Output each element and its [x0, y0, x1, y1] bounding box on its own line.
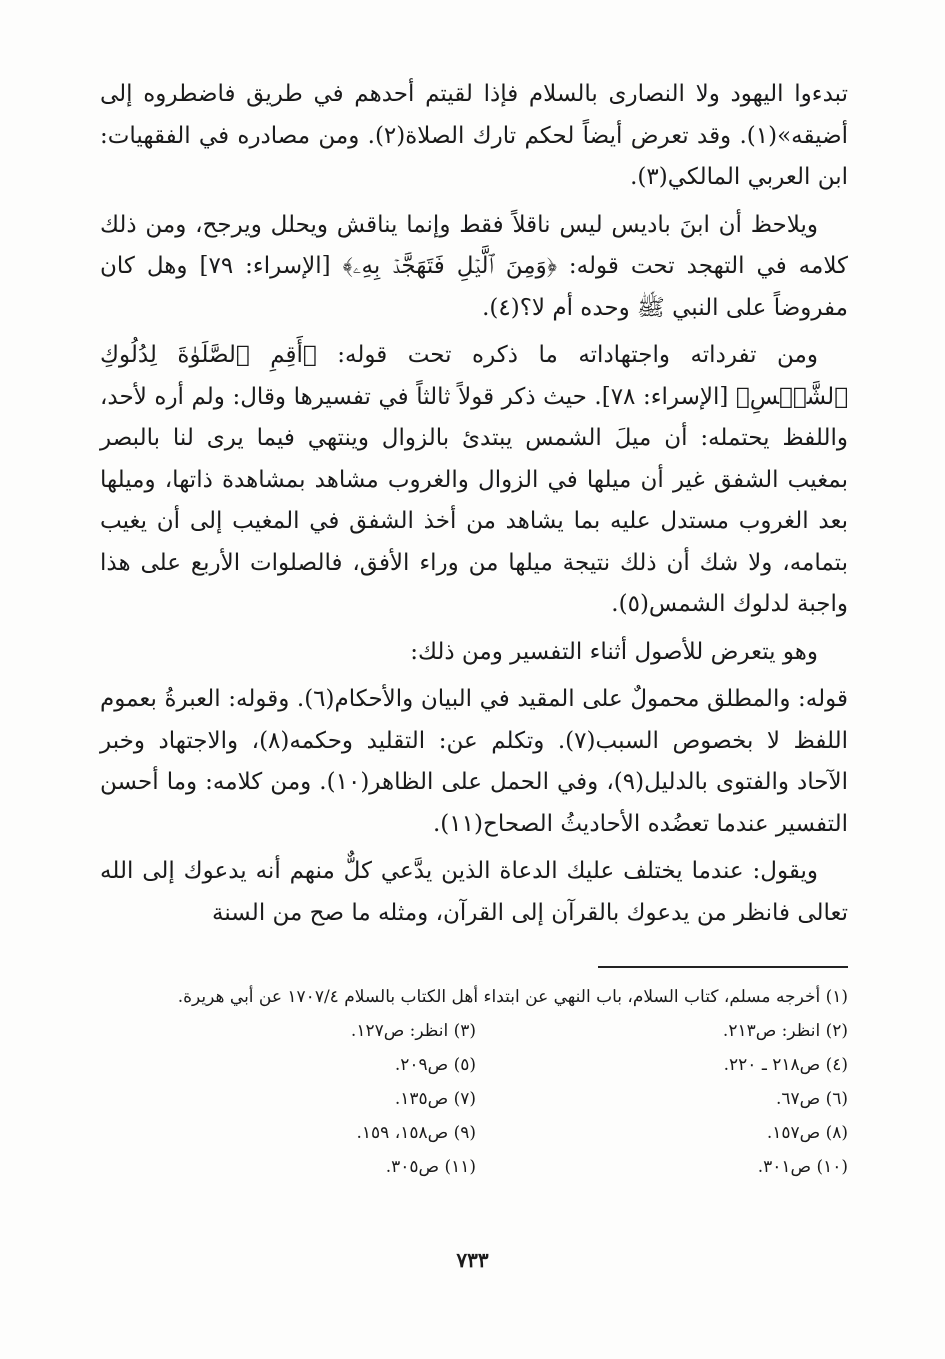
paragraph: تبدءوا اليهود ولا النصارى بالسلام فإذا لقيتم أحدهم في طريق فاضطروه إلى أضيقه»(١). وقد تعرض أيضاً لحكم تارك الصلاة(٢). ومن مصادره في الفقهيات: ابن العربي المالكي(٣). — [100, 81, 848, 190]
footnote: (٧) ص١٣٥. — [394, 1089, 476, 1109]
footnote: (٨) ص١٥٧. — [766, 1123, 848, 1143]
paragraph: ويقول: عندما يختلف عليك الدعاة الذين يدَّعي كلٌّ منهم أنه يدعوك إلى الله تعالى فانظر من يدعوك بالقرآن إلى القرآن، ومثله ما صح من السنة — [100, 858, 848, 926]
footnote: (٦) ص٦٧. — [775, 1089, 848, 1109]
paragraph: ويلاحظ أن ابنَ باديس ليس ناقلاً فقط وإنما يناقش ويحلل ويرجح، ومن ذلك كلامه في التهجد تحت قوله: ﴿وَمِنَ ٱلَّيۡلِ فَتَهَجَّدۡ بِهِۦ﴾ [الإسراء: ٧٩] وهل كان مفروضاً على النبي ﷺ وحده أم لا؟(٤). — [100, 211, 848, 321]
footnote: (٣) انظر: ص١٢٧. — [350, 1021, 476, 1041]
footnote-grid — [100, 1014, 848, 1184]
footnote: (٩) ص١٥٨، ١٥٩. — [356, 1123, 476, 1143]
footnotes — [100, 980, 848, 1184]
footnote: (١٠) ص٣٠١. — [757, 1157, 848, 1177]
paragraph: وهو يتعرض للأصول أثناء التفسير ومن ذلك: — [410, 638, 818, 665]
footnote-separator — [598, 966, 848, 968]
footnote: (٢) انظر: ص٢١٣. — [722, 1021, 848, 1041]
footnote: (١) أخرجه مسلم، كتاب السلام، باب النهي عن ابتداء أهل الكتاب بالسلام ١٧٠٧/٤ عن أبي هريرة. — [177, 987, 848, 1007]
main-text — [100, 74, 848, 940]
footnote: (١١) ص٣٠٥. — [385, 1157, 476, 1177]
paragraph: ومن تفرداته واجتهاداته ما ذكره تحت قوله: ﴿أَقِمِ ٱلصَّلَوٰةَ لِدُلُوكِ ٱلشَّمۡسِ﴾ [الإسراء: ٧٨]. حيث ذكر قولاً ثالثاً في تفسيرها وقال: ولم أره لأحد، واللفظ يحتمله: أن ميلَ الشمس يبتدئ بالزوال وينتهي فيما يرى لنا بالبصر بمغيب الشفق غير أن ميلها في الزوال والغروب مشاهد بمشاهدة ذاتها، وميلها بعد الغروب مستدل عليه بما يشاهد من أخذ الشفق في المغيب إلى أن يغيب بتمامه، ولا شك أن ذلك نتيجة ميلها من وراء الأفق، فالصلوات الأربع على هذا واجبة لدلوك الشمس(٥). — [100, 342, 848, 617]
footnote: (٥) ص٢٠٩. — [394, 1055, 476, 1075]
paragraph: قوله: والمطلق محمولٌ على المقيد في البيان والأحكام(٦). وقوله: العبرةُ بعموم اللفظ لا بخصوص السبب(٧). وتكلم عن: التقليد وحكمه(٨)، والاجتهاد وخبر الآحاد والفتوى بالدليل(٩)، وفي الحمل على الظاهر(١٠). ومن كلامه: وما أحسن التفسير عندما تعضُده الأحاديثُ الصحاح(١١). — [100, 686, 848, 837]
footnote: (٤) ص٢١٨ ـ ٢٢٠. — [723, 1055, 848, 1075]
page-number: ٧٣٣ — [456, 1248, 489, 1272]
